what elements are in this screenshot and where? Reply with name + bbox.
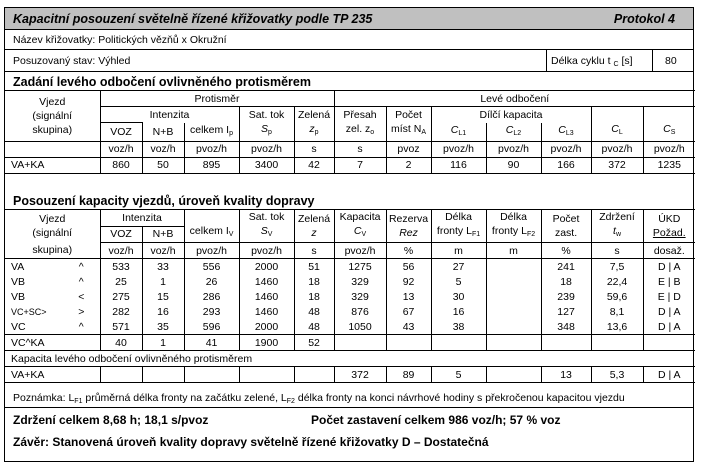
s1-zelena-header: Zelená $z_p$ [294,107,334,142]
cycle-value: 80 [665,55,677,67]
table-row: VC^KA 40 1 41 1900 52 [5,335,695,351]
footnote: Poznámka: $L_{F1}$ průměrná délka fronty na začátku zelené, $L_{F2}$ délka fronty na konci návrhové hodiny s překročenou kapacitou vjezdu [13,392,625,405]
conclusion-row [5,432,693,452]
state-value: Výhled [98,55,131,67]
capacity-assessment-table [5,209,695,383]
protocol-number: Protokol 4 [613,12,675,26]
cycle-label: Délka cyklu t $_C$ [s] [551,55,633,68]
s2-sattok-header: Sat. tok $S_V$ [239,210,294,243]
header-bar [5,8,693,30]
left-turn-input-table [5,90,695,174]
s1-pocet-header: Počet míst $N_A$ [386,107,431,142]
state-row [5,50,693,72]
s1-celkem-header: celkem $I_p$ [184,123,239,142]
s2-rezerva-header: Rezerva Rez [386,210,431,243]
crossing-row [5,30,693,50]
s2-intenzita-header: Intenzita [100,210,184,227]
s2-delka1-header: Délka fronty $L_{F1}$ [431,210,486,243]
table-row: VB ^ 25 1 26 1460 18 329 92 5 18 22,4 E | B [5,274,695,289]
s2-vjezd-header: Vjezd (signální [5,210,100,243]
conclusion: Závěr: Stanovená úroveň kvality dopravy světelně řízené křižovatky D – Dostatečná [13,435,489,449]
s1-leve-header: Levé odbočení [334,91,695,107]
s1-data-row: VA+KA 860 50 895 3400 42 7 2 116 90 166 372 1235 [5,157,695,173]
stops-total: Počet zastavení celkem 986 voz/h; 57 % voz [311,413,561,427]
s1-sattok-header: Sat. tok $S_p$ [239,107,294,142]
section2-title-row [5,192,693,210]
table-row: VC ^ 571 35 596 2000 48 1050 43 38 348 13,6 D | A [5,319,695,335]
footnote-row [5,388,693,408]
s2-ukd-header: ÚKD Požad. [643,210,695,243]
s1-dilci-header: Dílčí kapacita [431,107,591,123]
table-row: VC+SC> > 282 16 293 1460 48 876 67 16 127 8,1 D | A [5,304,695,319]
s1-intenzita-header: Intenzita [100,107,239,123]
state-label: Posuzovaný stav: [13,55,96,67]
capacity-note-row: Kapacita levého odbočení ovlivněného protisměrem [5,351,695,367]
protocol-document [4,7,694,462]
crossing-label: Název křižovatky: [13,34,96,46]
s2-units-row: skupina) voz/h voz/h pvoz/h pvoz/h s pvoz/h % m m % s dosaž. [5,243,695,259]
section1-title: Zadání levého odbočení ovlivněného protisměrem [13,75,311,89]
s2-voz-header: VOZ [100,226,142,243]
table-row: VB < 275 15 286 1460 18 329 13 30 239 59,6 E | D [5,289,695,304]
table-row: VA ^ 533 33 556 2000 51 1275 56 27 241 7,5 D | A [5,259,695,275]
s1-presah-header: Přesah zel. $z_o$ [334,107,386,142]
s2-delka2-header: Délka fronty $L_{F2}$ [486,210,541,243]
s1-vjezd-header: Vjezd (signální skupina) [5,91,100,142]
s1-voz-header: VOZ [100,123,142,142]
s1-cl1-header: $C_{L1}$ [431,123,486,142]
s2-celkem-header: celkem $I_V$ [184,210,239,243]
s2-zdrzeni-header: Zdržení $t_w$ [591,210,643,243]
table-row: VA+KA 372 89 5 13 5,3 D | A [5,367,695,383]
s1-cl2-header: $C_{L2}$ [486,123,541,142]
document-title: Kapacitní posouzení světelně řízené křižovatky podle TP 235 [13,12,373,26]
s1-cl-header: $C_L$ [591,107,643,142]
s2-zelena-header: Zelená z [294,210,334,243]
totals-row [5,410,693,430]
s1-protismer-header: Protisměr [100,91,334,107]
s1-nb-header: N+B [142,123,184,142]
section1-title-row [5,72,693,90]
s1-units-row: voz/h voz/h pvoz/h pvoz/h s s pvoz pvoz/h pvoz/h pvoz/h pvoz/h pvoz/h [5,141,695,157]
s2-pocet-header: Počet zast. [541,210,591,243]
s1-cl3-header: $C_{L3}$ [541,123,591,142]
crossing-value: Politických vězňů x Okružní [98,34,227,46]
s1-cs-header: $C_S$ [643,107,695,142]
s2-kapacita-header: Kapacita $C_V$ [334,210,386,243]
s2-nb-header: N+B [142,226,184,243]
delay-total: Zdržení celkem 8,68 h; 18,1 s/pvoz [13,413,209,427]
section2-title: Posouzení kapacity vjezdů, úroveň kvality dopravy [13,194,315,208]
